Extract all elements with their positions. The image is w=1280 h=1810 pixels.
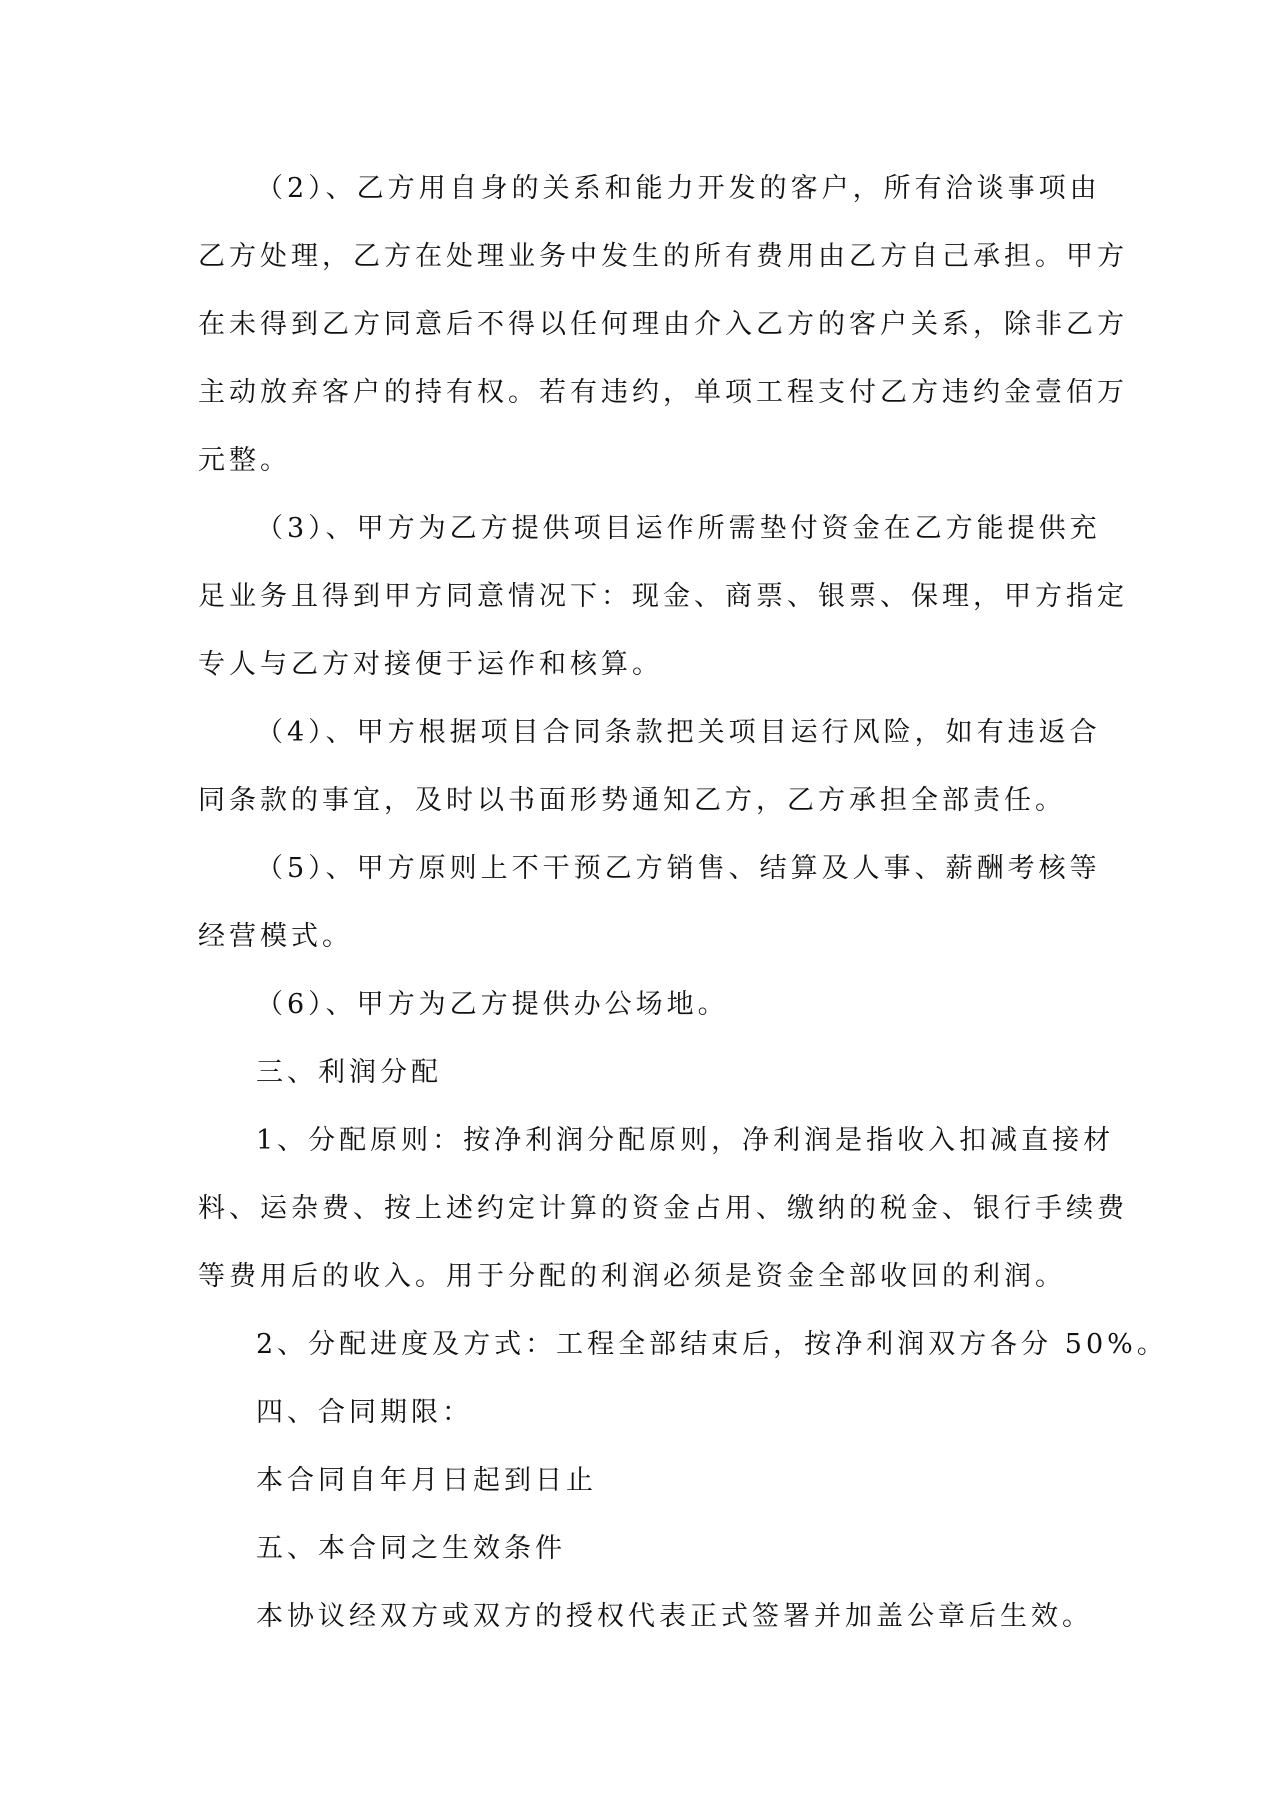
clause-6-line-1: （6）、甲方为乙方提供办公场地。 — [256, 989, 729, 1020]
clause-4-line-2: 同条款的事宜，及时以书面形势通知乙方，乙方承担全部责任。 — [198, 785, 1066, 816]
clause-5-line-2: 经营模式。 — [198, 921, 353, 952]
document-body — [198, 155, 1168, 1651]
clause-5-line-1: （5）、甲方原则上不干预乙方销售、结算及人事、薪酬考核等 — [256, 853, 1101, 884]
section-3-heading: 三、利润分配 — [256, 1057, 442, 1088]
section-5-heading: 五、本合同之生效条件 — [256, 1533, 566, 1564]
clause-3-line-1: （3）、甲方为乙方提供项目运作所需垫付资金在乙方能提供充 — [256, 513, 1101, 544]
profit-principle-line-1: 1、分配原则：按净利润分配原则，净利润是指收入扣减直接材 — [256, 1125, 1115, 1156]
clause-4-line-1: （4）、甲方根据项目合同条款把关项目运行风险，如有违返合 — [256, 717, 1101, 748]
clause-2-line-4: 主动放弃客户的持有权。若有违约，单项工程支付乙方违约金壹佰万 — [198, 377, 1128, 408]
contract-term-line: 本合同自年月日起到日止 — [256, 1465, 597, 1496]
clause-3-line-2: 足业务且得到甲方同意情况下：现金、商票、银票、保理，甲方指定 — [198, 581, 1128, 612]
clause-2-line-2: 乙方处理，乙方在处理业务中发生的所有费用由乙方自己承担。甲方 — [198, 241, 1128, 272]
profit-principle-line-3: 等费用后的收入。用于分配的利润必须是资金全部收回的利润。 — [198, 1261, 1066, 1292]
profit-schedule-line: 2、分配进度及方式：工程全部结束后，按净利润双方各分 50%。 — [256, 1329, 1168, 1360]
clause-2-line-5: 元整。 — [198, 445, 291, 476]
section-4-heading: 四、合同期限： — [256, 1397, 473, 1428]
clause-2-line-1: （2）、乙方用自身的关系和能力开发的客户，所有洽谈事项由 — [256, 173, 1101, 204]
profit-principle-line-2: 料、运杂费、按上述约定计算的资金占用、缴纳的税金、银行手续费 — [198, 1193, 1128, 1224]
clause-3-line-3: 专人与乙方对接便于运作和核算。 — [198, 649, 663, 680]
effective-condition-line: 本协议经双方或双方的授权代表正式签署并加盖公章后生效。 — [256, 1601, 1093, 1632]
clause-2-line-3: 在未得到乙方同意后不得以任何理由介入乙方的客户关系，除非乙方 — [198, 309, 1128, 340]
